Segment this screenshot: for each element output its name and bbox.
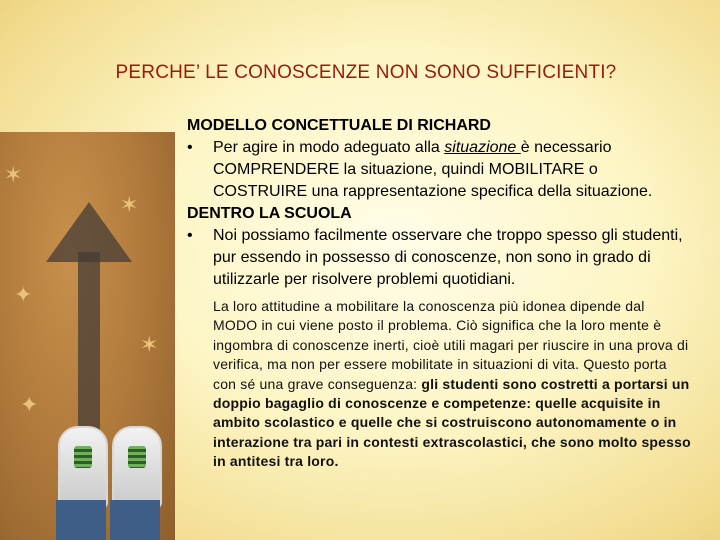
leaf-icon: ✦ (20, 392, 39, 417)
explanation-paragraph (213, 297, 692, 472)
bullet-icon: • (187, 227, 193, 244)
leaf-icon: ✦ (14, 282, 33, 307)
arrow-pavement-photo (0, 132, 175, 540)
slide-content (187, 115, 692, 472)
bullet-icon: • (187, 139, 193, 156)
heading-richard-model: MODELLO CONCETTUALE DI RICHARD (187, 117, 491, 134)
bullet1-post: è necessario COMPRENDERE la situazione, quindi MOBILITARE o COSTRUIRE una rappresentazione specifica della situazione. (213, 139, 653, 200)
paragraph-normal: La loro attitudine a mobilitare la conoscenza più idonea dipende dal MODO in cui viene posto il problema. Ciò significa che la loro mente è ingombra di conoscenze inerti, cioè utili magari per riuscire in una prova di verifica, ma non per essere mobilitate in situazioni di vita. Questo porta con sé una grave conseguenza: (213, 298, 689, 392)
leaf-icon: ✶ (4, 162, 23, 187)
shoe-right (112, 426, 162, 510)
leaf-icon: ✶ (120, 192, 139, 217)
slide-title: PERCHE’ LE CONOSCENZE NON SONO SUFFICIENTI? (115, 62, 617, 83)
shoe-left (58, 426, 108, 510)
bullet2-text: Noi possiamo facilmente osservare che troppo spesso gli studenti, pur essendo in possesso di conoscenze, non sono in grado di utilizzarle per risolvere problemi quotidiani. (213, 227, 683, 288)
bullet-item-students (187, 225, 692, 291)
bullet-item-situation (187, 137, 692, 203)
jeans-left (56, 500, 106, 540)
jeans-right (110, 500, 160, 540)
heading-school: DENTRO LA SCUOLA (187, 205, 352, 222)
leaf-icon: ✶ (140, 332, 159, 357)
bullet1-pre: Per agire in modo adeguato alla (213, 139, 445, 156)
paragraph-bold: gli studenti sono costretti a portarsi un doppio bagaglio di conoscenze e competenze: quelle acquisite in ambito scolastico e quelle che si costruiscono autonomamente o in interazione tra pari in contesti extrascolastici, che sono molto spesso in antitesi tra loro. (213, 375, 691, 470)
bullet1-emph: situazione (444, 139, 521, 156)
